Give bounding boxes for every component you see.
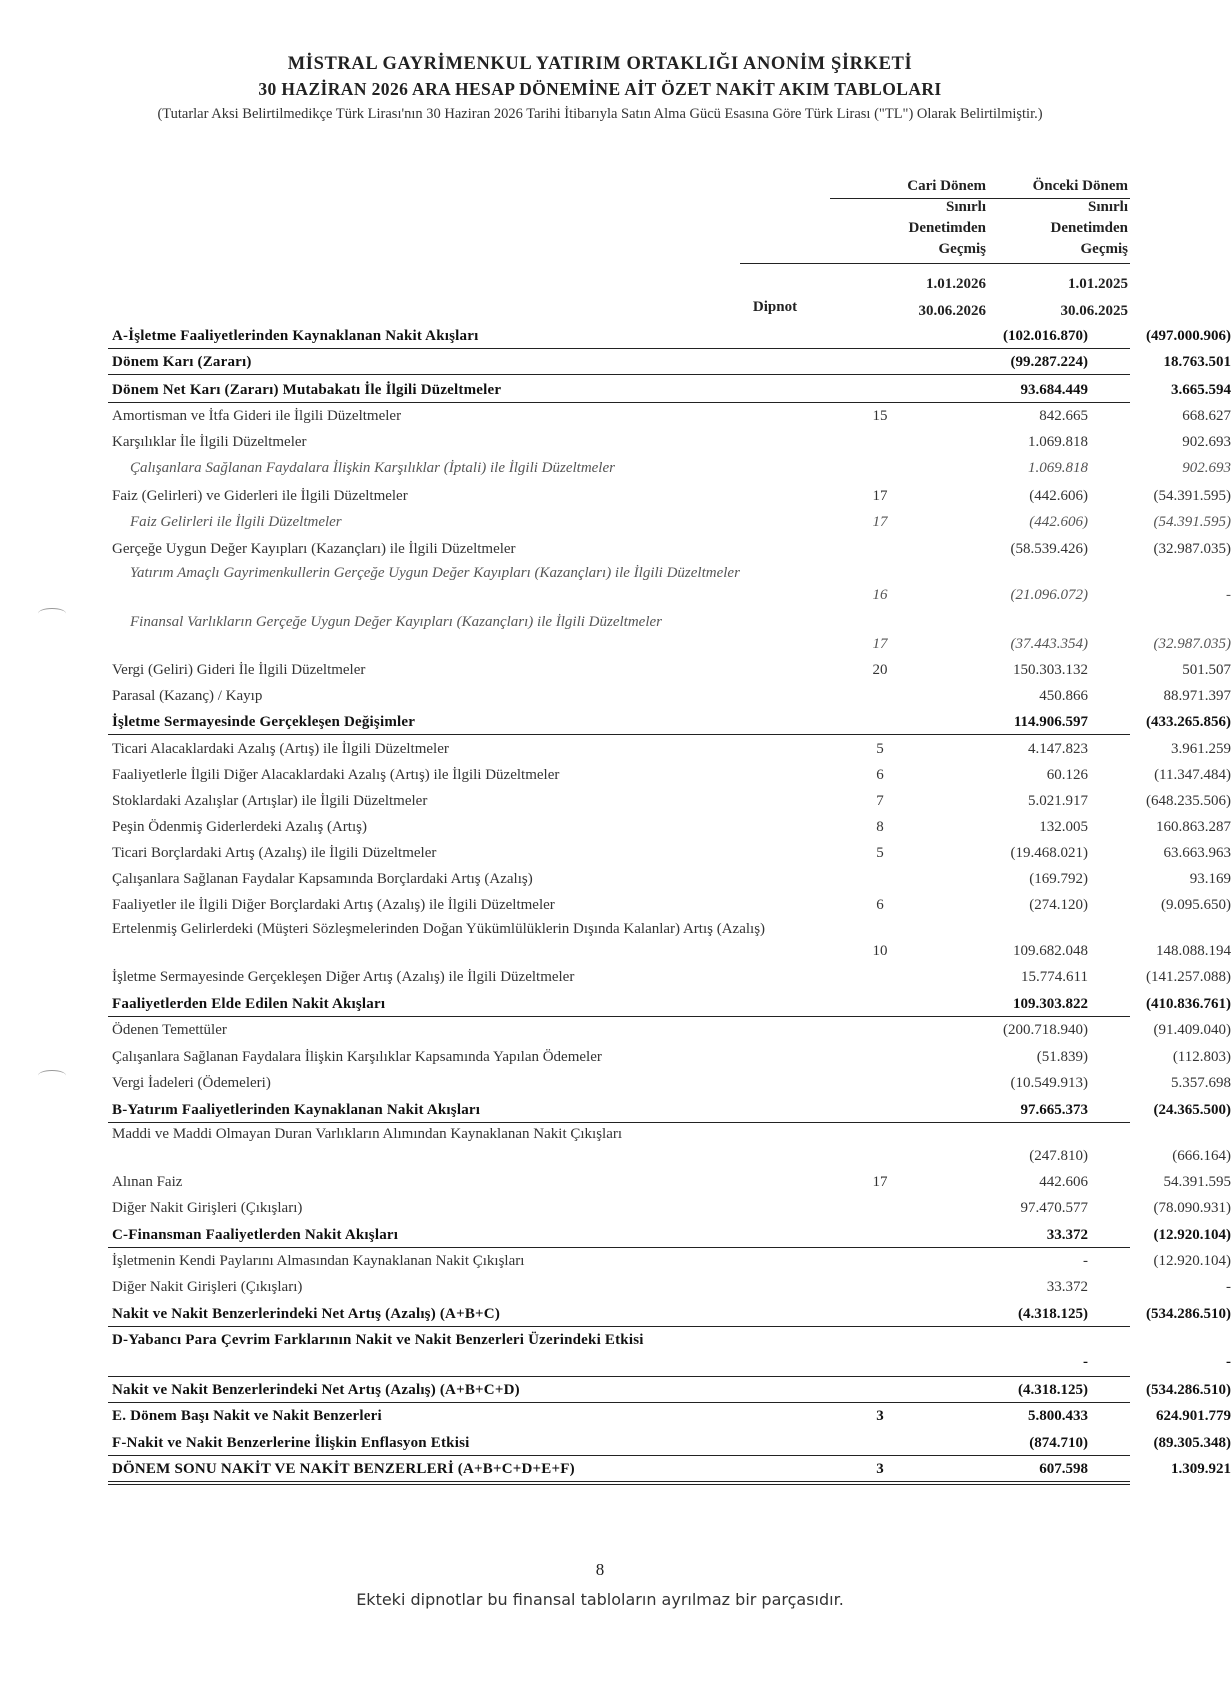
row-current-value: 114.906.597 — [1013, 714, 1088, 730]
table-row — [108, 1406, 1231, 1428]
row-note: 17 — [872, 488, 888, 504]
row-prior-value: 148.088.194 — [1156, 943, 1231, 959]
table-row — [108, 1172, 1231, 1194]
row-label: Amortisman ve İtfa Gideri ile İlgili Düzeltmeler — [112, 408, 402, 424]
row-prior-value: (54.391.595) — [1153, 488, 1231, 504]
table-end-rule — [108, 1484, 1130, 1485]
row-current-value: (99.287.224) — [1010, 354, 1088, 370]
row-current-value: (200.718.940) — [1003, 1022, 1088, 1038]
table-row — [108, 994, 1231, 1017]
prior-period-status-1: Sınırlı — [1087, 199, 1128, 215]
row-current-value: 150.303.132 — [1013, 662, 1088, 678]
row-note: 5 — [876, 741, 884, 757]
table-row — [108, 1100, 1231, 1123]
row-label: Peşin Ödenmiş Giderlerdeki Azalış (Artış) — [112, 819, 367, 835]
row-label: Faaliyetlerden Elde Edilen Nakit Akışları — [112, 996, 386, 1012]
row-label: İşletmenin Kendi Paylarını Almasından Kaynaklanan Nakit Çıkışları — [112, 1253, 525, 1269]
row-prior-value: (112.803) — [1172, 1049, 1231, 1065]
row-current-value: 97.470.577 — [1020, 1200, 1088, 1216]
prior-period-start: 1.01.2025 — [1068, 276, 1128, 292]
row-prior-value: - — [1226, 587, 1231, 603]
row-prior-value: 5.357.698 — [1171, 1075, 1231, 1091]
row-prior-value: (141.257.088) — [1146, 969, 1231, 985]
table-row — [108, 612, 1231, 658]
row-note: 6 — [876, 767, 884, 783]
row-prior-value: (12.920.104) — [1153, 1227, 1231, 1243]
row-current-value: 4.147.823 — [1028, 741, 1088, 757]
row-current-value: (274.120) — [1029, 897, 1088, 913]
row-label: F-Nakit ve Nakit Benzerlerine İlişkin Enflasyon Etkisi — [112, 1435, 470, 1451]
row-label: Alınan Faiz — [112, 1174, 183, 1190]
table-row — [108, 1020, 1231, 1042]
table-row — [108, 458, 1231, 480]
row-note: 7 — [876, 793, 884, 809]
row-note: 6 — [876, 897, 884, 913]
table-row — [108, 1277, 1231, 1299]
row-label: Ertelenmiş Gelirlerdeki (Müşteri Sözleşmelerinden Doğan Yükümlülüklerin Dışında Kalanlar) Artış (Azalış) — [112, 921, 766, 937]
row-prior-value: (91.409.040) — [1153, 1022, 1231, 1038]
row-note: 16 — [872, 587, 888, 603]
table-row — [108, 1073, 1231, 1095]
page-number: 8 — [595, 1560, 605, 1579]
row-prior-value: (24.365.500) — [1153, 1102, 1231, 1118]
row-current-value: 93.684.449 — [1020, 382, 1088, 398]
row-note: 17 — [872, 1174, 888, 1190]
row-label: A-İşletme Faaliyetlerinden Kaynaklanan Nakit Akışları — [112, 328, 479, 344]
row-prior-value: (11.347.484) — [1154, 767, 1231, 783]
row-current-value: 450.866 — [1039, 688, 1088, 704]
row-prior-value: (54.391.595) — [1153, 514, 1231, 530]
row-prior-value: - — [1226, 1354, 1231, 1370]
row-current-value: (58.539.426) — [1010, 541, 1088, 557]
row-prior-value: 3.665.594 — [1171, 382, 1231, 398]
table-row — [108, 869, 1231, 891]
row-label: İşletme Sermayesinde Gerçekleşen Değişimler — [112, 714, 416, 730]
row-current-value: 109.682.048 — [1013, 943, 1088, 959]
row-label: B-Yatırım Faaliyetlerinden Kaynaklanan Nakit Akışları — [112, 1102, 481, 1118]
row-current-value: 97.665.373 — [1020, 1102, 1088, 1118]
row-current-value: 5.021.917 — [1028, 793, 1088, 809]
row-prior-value: 902.693 — [1182, 434, 1231, 450]
scan-margin-mark — [38, 1070, 66, 1081]
row-label: Yatırım Amaçlı Gayrimenkullerin Gerçeğe Uygun Değer Kayıpları (Kazançları) ile İlgili Düzeltmeler — [130, 565, 740, 581]
row-prior-value: 93.169 — [1189, 871, 1231, 887]
row-prior-value: 18.763.501 — [1163, 354, 1231, 370]
row-current-value: (169.792) — [1029, 871, 1088, 887]
row-current-value: 15.774.611 — [1021, 969, 1088, 985]
company-name: MİSTRAL GAYRİMENKUL YATIRIM ORTAKLIĞI ANONİM ŞİRKETİ — [287, 54, 913, 74]
row-prior-value: (78.090.931) — [1153, 1200, 1231, 1216]
row-label: Ticari Borçlardaki Artış (Azalış) ile İlgili Düzeltmeler — [112, 845, 437, 861]
row-label: Maddi ve Maddi Olmayan Duran Varlıkların Alımından Kaynaklanan Nakit Çıkışları — [112, 1126, 623, 1142]
row-label: Ödenen Temettüler — [112, 1022, 227, 1038]
row-current-value: - — [1083, 1253, 1088, 1269]
row-label: Stoklardaki Azalışlar (Artışlar) ile İlgili Düzeltmeler — [112, 793, 428, 809]
row-label: İşletme Sermayesinde Gerçekleşen Diğer Artış (Azalış) ile İlgili Düzeltmeler — [112, 969, 575, 985]
row-prior-value: (666.164) — [1172, 1148, 1231, 1164]
row-prior-value: 668.627 — [1182, 408, 1231, 424]
row-current-value: 442.606 — [1039, 1174, 1088, 1190]
row-label: C-Finansman Faaliyetlerden Nakit Akışları — [112, 1227, 399, 1243]
row-note: 8 — [876, 819, 884, 835]
row-prior-value: (534.286.510) — [1146, 1382, 1231, 1398]
row-current-value: (442.606) — [1029, 514, 1088, 530]
current-period-start: 1.01.2026 — [926, 276, 986, 292]
prior-period-status-2: Denetimden — [1050, 220, 1128, 236]
row-current-value: (247.810) — [1029, 1148, 1088, 1164]
row-prior-value: (89.305.348) — [1153, 1435, 1231, 1451]
row-prior-value: (32.987.035) — [1153, 541, 1231, 557]
row-current-value: 1.069.818 — [1028, 460, 1088, 476]
prior-period-end: 30.06.2025 — [1060, 303, 1128, 319]
row-label: Faiz Gelirleri ile İlgili Düzeltmeler — [130, 514, 342, 530]
table-row — [108, 1198, 1231, 1220]
row-note: 10 — [872, 943, 888, 959]
table-row — [108, 432, 1231, 454]
row-current-value: (37.443.354) — [1010, 636, 1088, 652]
row-label: Faiz (Gelirleri) ve Giderleri ile İlgili Düzeltmeler — [112, 488, 408, 504]
row-current-value: 109.303.822 — [1013, 996, 1088, 1012]
row-prior-value: 624.901.779 — [1156, 1408, 1231, 1424]
row-label: Diğer Nakit Girişleri (Çıkışları) — [112, 1279, 303, 1295]
current-period-status-3: Geçmiş — [938, 241, 986, 257]
table-row — [108, 660, 1231, 682]
table-row — [108, 895, 1231, 917]
row-prior-value: 1.309.921 — [1171, 1461, 1231, 1477]
table-row — [108, 563, 1231, 609]
row-current-value: (442.606) — [1029, 488, 1088, 504]
row-prior-value: 160.863.287 — [1156, 819, 1231, 835]
table-row — [108, 1251, 1231, 1273]
table-row — [108, 512, 1231, 534]
table-row — [108, 1380, 1231, 1403]
row-prior-value: 501.507 — [1182, 662, 1231, 678]
row-prior-value: (648.235.506) — [1146, 793, 1231, 809]
row-current-value: 842.665 — [1039, 408, 1088, 424]
row-prior-value: 88.971.397 — [1163, 688, 1231, 704]
table-row — [108, 919, 1231, 965]
row-current-value: 60.126 — [1046, 767, 1088, 783]
row-label: Faaliyetler ile İlgili Diğer Borçlardaki Artış (Azalış) ile İlgili Düzeltmeler — [112, 897, 555, 913]
table-row — [108, 1433, 1231, 1456]
current-period-status-1: Sınırlı — [945, 199, 986, 215]
row-prior-value: (410.836.761) — [1146, 996, 1231, 1012]
row-label: Faaliyetlerle İlgili Diğer Alacaklardaki Azalış (Artış) ile İlgili Düzeltmeler — [112, 767, 560, 783]
current-period-status-2: Denetimden — [908, 220, 986, 236]
table-row — [108, 1330, 1231, 1377]
row-note: 3 — [876, 1461, 884, 1477]
table-row — [108, 817, 1231, 839]
row-note: 15 — [872, 408, 888, 424]
row-label: Çalışanlara Sağlanan Faydalara İlişkin Karşılıklar (İptali) ile İlgili Düzeltmeler — [130, 460, 615, 476]
row-current-value: - — [1083, 1354, 1088, 1370]
scan-margin-mark — [38, 608, 66, 619]
row-current-value: (21.096.072) — [1010, 587, 1088, 603]
row-label: Dönem Net Karı (Zararı) Mutabakatı İle İlgili Düzeltmeler — [112, 382, 502, 398]
row-label: Karşılıklar İle İlgili Düzeltmeler — [112, 434, 307, 450]
note-column-header: Dipnot — [752, 299, 798, 315]
row-prior-value: (497.000.906) — [1146, 328, 1231, 344]
row-note: 5 — [876, 845, 884, 861]
row-label: Ticari Alacaklardaki Azalış (Artış) ile İlgili Düzeltmeler — [112, 741, 449, 757]
row-prior-value: 3.961.259 — [1171, 741, 1231, 757]
current-period-title: Cari Dönem — [907, 178, 986, 194]
row-current-value: 132.005 — [1039, 819, 1088, 835]
statement-title: 30 HAZİRAN 2026 ARA HESAP DÖNEMİNE AİT ÖZET NAKİT AKIM TABLOLARI — [258, 79, 942, 99]
current-period-end: 30.06.2026 — [918, 303, 986, 319]
row-prior-value: 54.391.595 — [1163, 1174, 1231, 1190]
table-row — [108, 765, 1231, 787]
prior-period-status-3: Geçmiş — [1080, 241, 1128, 257]
row-label: Finansal Varlıkların Gerçeğe Uygun Değer Kayıpları (Kazançları) ile İlgili Düzeltmeler — [130, 614, 663, 630]
row-label: E. Dönem Başı Nakit ve Nakit Benzerleri — [112, 1408, 382, 1424]
table-row — [108, 1459, 1231, 1482]
row-prior-value: (32.987.035) — [1153, 636, 1231, 652]
row-current-value: (4.318.125) — [1018, 1382, 1088, 1398]
table-row — [108, 326, 1231, 349]
footer-note: Ekteki dipnotlar bu finansal tabloların ayrılmaz bir parçasıdır. — [356, 1590, 844, 1609]
row-prior-value: - — [1226, 1279, 1231, 1295]
row-label: Vergi (Geliri) Gideri İle İlgili Düzeltmeler — [112, 662, 366, 678]
table-row — [108, 739, 1231, 761]
row-current-value: 5.800.433 — [1028, 1408, 1088, 1424]
row-label: Diğer Nakit Girişleri (Çıkışları) — [112, 1200, 303, 1216]
row-current-value: (51.839) — [1036, 1049, 1088, 1065]
table-row — [108, 1225, 1231, 1248]
table-row — [108, 843, 1231, 865]
row-current-value: (19.468.021) — [1010, 845, 1088, 861]
row-label: Gerçeğe Uygun Değer Kayıpları (Kazançları) ile İlgili Düzeltmeler — [112, 541, 516, 557]
row-label: Dönem Karı (Zararı) — [112, 354, 252, 370]
row-current-value: (10.549.913) — [1010, 1075, 1088, 1091]
row-note: 3 — [876, 1408, 884, 1424]
row-label: Nakit ve Nakit Benzerlerindeki Net Artış (Azalış) (A+B+C+D) — [112, 1382, 520, 1398]
table-row — [108, 352, 1231, 375]
table-row — [108, 791, 1231, 813]
prior-period-title: Önceki Dönem — [1032, 178, 1128, 194]
row-note: 17 — [872, 636, 888, 652]
row-label: DÖNEM SONU NAKİT VE NAKİT BENZERLERİ (A+B+C+D+E+F) — [112, 1461, 575, 1477]
statement-subtitle: (Tutarlar Aksi Belirtilmedikçe Türk Lirası'nın 30 Haziran 2026 Tarihi İtibarıyla Satın Alma Gücü Esasına Göre Türk Lirası ("TL") Olarak Belirtilmiştir.) — [157, 106, 1043, 122]
table-row — [108, 1047, 1231, 1069]
table-row — [108, 967, 1231, 989]
row-prior-value: (12.920.104) — [1153, 1253, 1231, 1269]
row-current-value: (4.318.125) — [1018, 1306, 1088, 1322]
row-label: D-Yabancı Para Çevrim Farklarının Nakit ve Nakit Benzerleri Üzerindeki Etkisi — [112, 1332, 644, 1348]
row-prior-value: (9.095.650) — [1161, 897, 1231, 913]
row-current-value: 33.372 — [1046, 1227, 1088, 1243]
row-label: Nakit ve Nakit Benzerlerindeki Net Artış (Azalış) (A+B+C) — [112, 1306, 501, 1322]
row-prior-value: (433.265.856) — [1146, 714, 1231, 730]
row-current-value: (874.710) — [1029, 1435, 1088, 1451]
row-label: Çalışanlara Sağlanan Faydalar Kapsamında Borçlardaki Artış (Azalış) — [112, 871, 533, 887]
row-current-value: (102.016.870) — [1003, 328, 1088, 344]
row-current-value: 1.069.818 — [1028, 434, 1088, 450]
row-prior-value: 63.663.963 — [1163, 845, 1231, 861]
row-prior-value: 902.693 — [1182, 460, 1231, 476]
row-note: 17 — [872, 514, 888, 530]
row-note: 20 — [872, 662, 888, 678]
table-row — [108, 712, 1231, 735]
row-label: Çalışanlara Sağlanan Faydalara İlişkin Karşılıklar Kapsamında Yapılan Ödemeler — [112, 1049, 602, 1065]
row-label: Vergi İadeleri (Ödemeleri) — [112, 1075, 271, 1091]
row-current-value: 33.372 — [1046, 1279, 1088, 1295]
row-prior-value: (534.286.510) — [1146, 1306, 1231, 1322]
row-current-value: 607.598 — [1039, 1461, 1088, 1477]
table-row — [108, 406, 1231, 428]
row-label: Parasal (Kazanç) / Kayıp — [112, 688, 263, 704]
table-row — [108, 539, 1231, 561]
table-row — [108, 686, 1231, 708]
table-row — [108, 1304, 1231, 1327]
table-row — [108, 1124, 1231, 1170]
table-row — [108, 486, 1231, 508]
table-row — [108, 380, 1231, 403]
